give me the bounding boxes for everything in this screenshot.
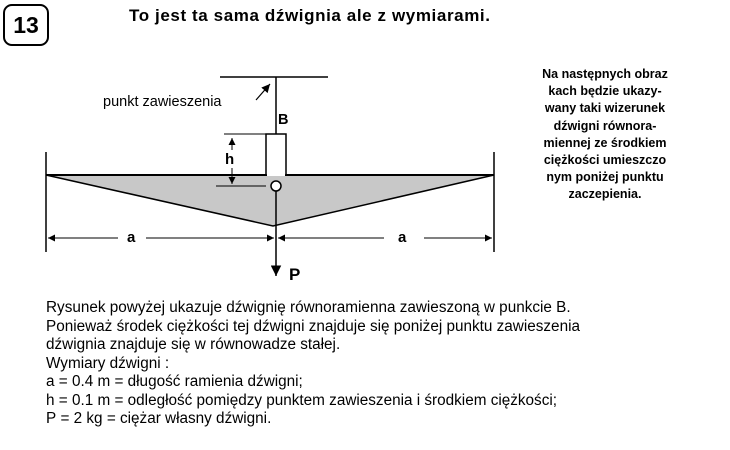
side-note-line: kach będzie ukazy- <box>548 84 662 99</box>
side-note-line: zaczepienia. <box>568 187 642 202</box>
dimension-value: = 2 kg <box>60 410 103 427</box>
dimension-symbol: h <box>46 391 55 409</box>
description-line: Ponieważ środek ciężkości tej dźwigni znajduje się poniżej punktu zawieszenia <box>46 317 580 335</box>
dimension-separator: = <box>114 373 124 390</box>
dimension-symbol: P <box>46 410 57 427</box>
dimension-separator: = <box>106 410 116 427</box>
page-number-badge: 13 <box>3 4 49 46</box>
description-block <box>46 299 726 429</box>
dimensions-heading: Wymiary dźwigni : <box>46 354 170 372</box>
side-note-line: miennej ze środkiem <box>543 135 667 150</box>
point-b-label: B <box>278 112 289 128</box>
dimension-row-p <box>46 410 726 429</box>
description-line: Rysunek powyżej ukazuje dźwignię równoramienna zawieszoną w punkcie B. <box>46 299 571 316</box>
dimension-text: długość ramienia dźwigni; <box>127 373 303 390</box>
side-note-line: wany taki wizerunek <box>544 101 666 116</box>
dimension-value: = 0.1 m <box>58 391 111 409</box>
page-title: To jest ta sama dźwignia ale z wymiarami. <box>129 6 491 25</box>
suspension-leader <box>256 84 270 100</box>
a-right-label: a <box>398 229 407 246</box>
side-note-line: Na następnych obraz <box>542 67 668 81</box>
side-note <box>530 66 680 204</box>
side-note-line: dźwigni równora- <box>553 118 657 133</box>
dimension-symbol: a <box>46 373 55 390</box>
dimension-value: = 0.4 m <box>58 373 111 390</box>
description-line: dźwignia znajduje się w równowadze stałej. <box>46 336 341 353</box>
side-note-line: ciężkości umieszczo <box>543 153 667 168</box>
dimension-separator: = <box>114 391 124 409</box>
suspension-post <box>266 134 286 175</box>
dimension-row-a <box>46 373 726 392</box>
a-left-label: a <box>127 229 136 246</box>
force-label: P <box>289 265 301 284</box>
dimension-text: ciężar własny dźwigni. <box>120 410 272 427</box>
dimension-text: odległość pomiędzy punktem zawieszenia i środkiem ciężkości; <box>127 391 558 409</box>
side-note-line: nym poniżej punktu <box>546 170 664 185</box>
suspension-label: punkt zawieszenia <box>103 94 222 110</box>
dimension-row-h <box>46 392 726 411</box>
center-of-gravity-marker <box>271 181 281 191</box>
lever-body <box>46 175 494 226</box>
h-label: h <box>225 151 235 168</box>
